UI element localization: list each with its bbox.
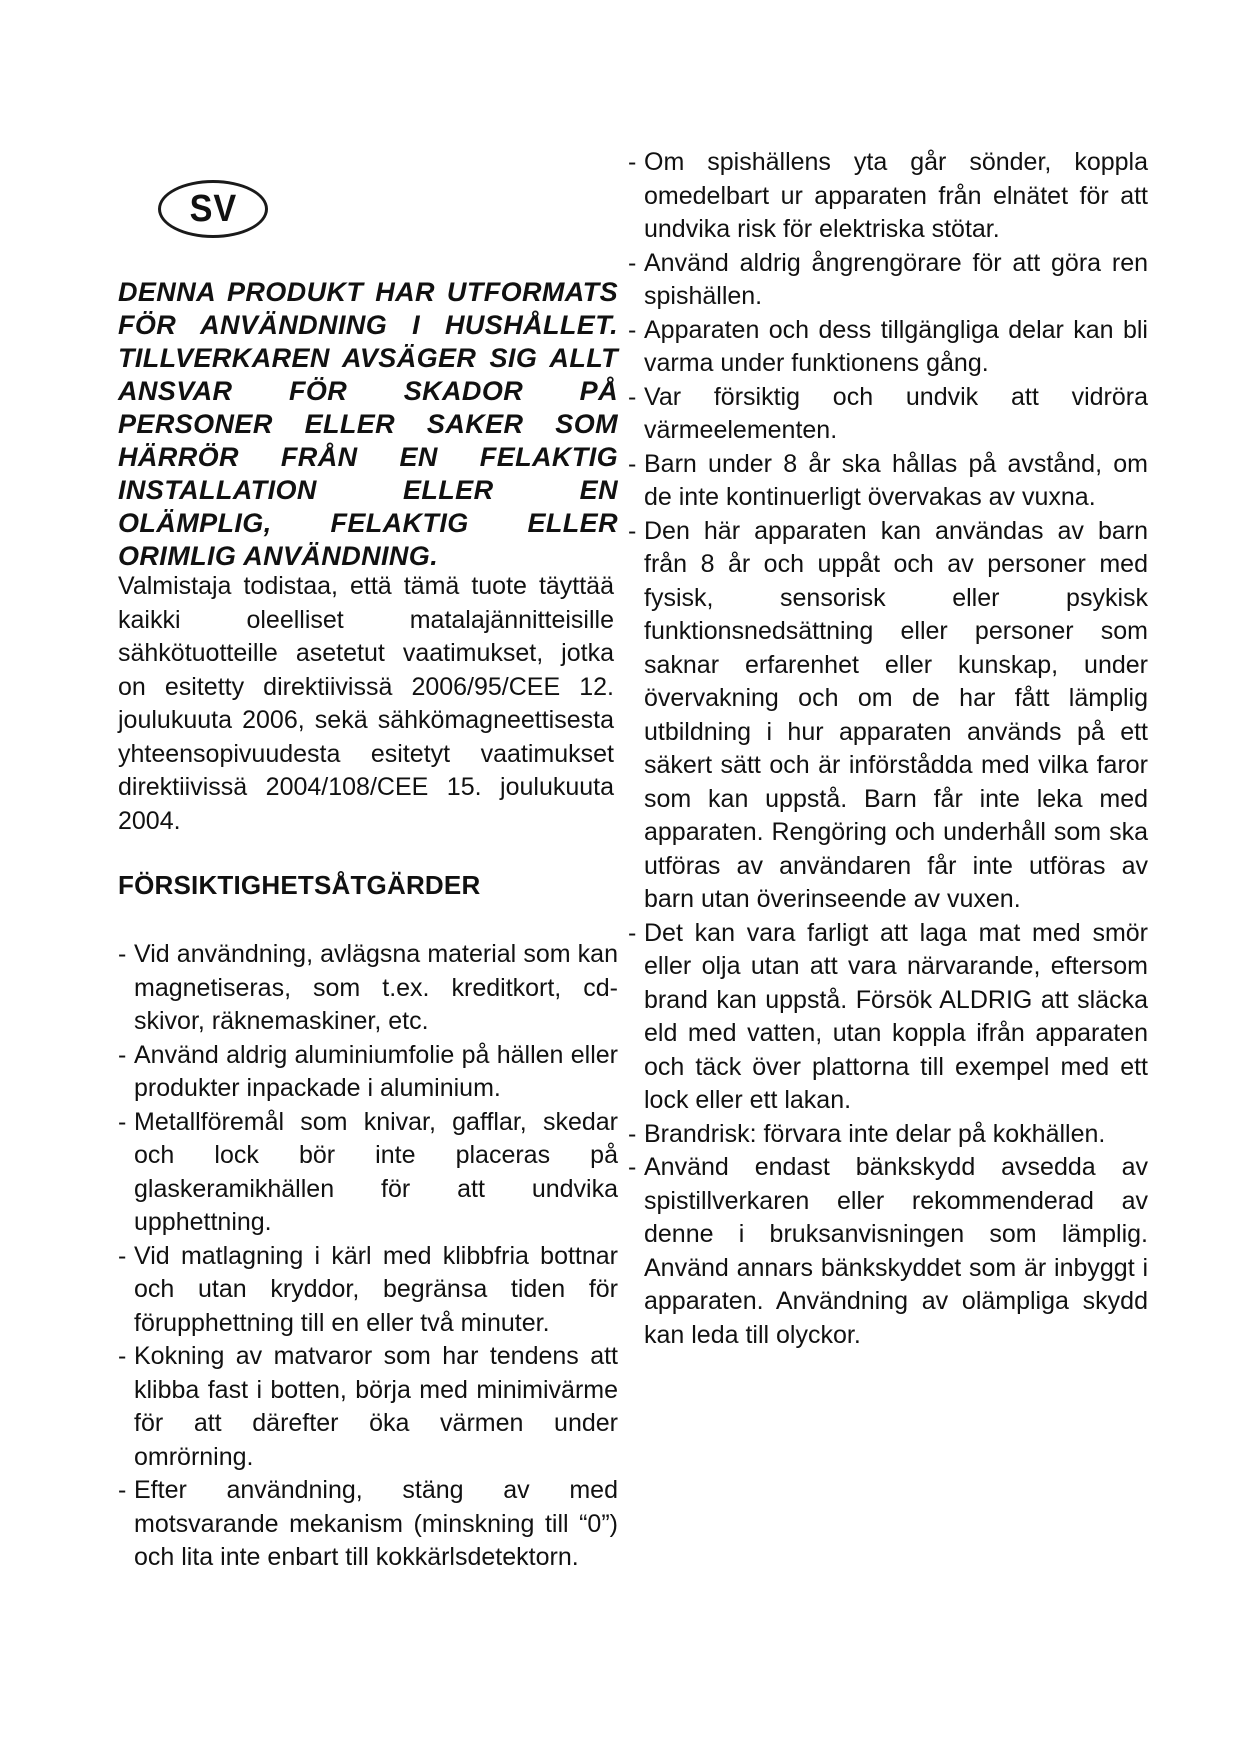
bullet-dash: - xyxy=(628,1153,637,1181)
list-item xyxy=(118,1340,618,1474)
section-title: FÖRSIKTIGHETSÅTGÄRDER xyxy=(118,870,481,900)
list-item-text: Kokning av matvaror som har tendens att klibba fast i botten, börja med minimivärme för att därefter öka värmen under omrörning. xyxy=(134,1342,618,1471)
list-item xyxy=(628,314,1148,381)
list-item xyxy=(628,381,1148,448)
list-item xyxy=(118,1474,618,1575)
list-item-text: Efter användning, stäng av med motsvarande mekanism (minskning till “0”) och lita inte enbart till kokkärlsdetektorn. xyxy=(134,1476,618,1571)
conformity-declaration: Valmistaja todistaa, että tämä tuote täyttää kaikki oleelliset matalajännitteisille sähkötuotteille asetetut vaatimukset, jotka on esitetty direktiivissä 2006/95/CEE 12. joulukuuta 2006, sekä sähkömagneettisesta yhteensopivuudesta esitetyt vaatimukset direktiivissä 2004/108/CEE 15. joulukuuta 2004. xyxy=(118,572,614,835)
list-item xyxy=(628,448,1148,515)
list-item-text: Var försiktig och undvik att vidröra värmeelementen. xyxy=(644,382,1148,444)
list-item-text: Använd aldrig ångrengörare för att göra ren spishällen. xyxy=(644,248,1148,310)
bullet-dash: - xyxy=(118,940,127,968)
right-precautions-list xyxy=(628,146,1148,1352)
liability-disclaimer: DENNA PRODUKT HAR UTFORMATS FÖR ANVÄNDNING I HUSHÅLLET. TILLVERKAREN AVSÄGER SIG ALLT ANSVAR FÖR SKADOR PÅ PERSONER ELLER SAKER SOM HÄRRÖR FRÅN EN FELAKTIG INSTALLATION ELLER EN OLÄMPLIG, FELAKTIG ELLER ORIMLIG ANVÄNDNING. xyxy=(118,277,618,571)
bullet-dash: - xyxy=(628,382,637,411)
list-item xyxy=(628,247,1148,314)
bullet-dash: - xyxy=(118,1241,127,1270)
language-badge-label: SV xyxy=(189,187,237,230)
list-item xyxy=(118,1039,618,1106)
list-item xyxy=(118,1240,618,1341)
bullet-dash: - xyxy=(628,315,637,344)
list-item xyxy=(628,515,1148,917)
list-item xyxy=(118,1106,618,1240)
list-item xyxy=(628,146,1148,247)
list-item-text: Om spishällens yta går sönder, koppla omedelbart ur apparaten från elnätet för att undvika risk för elektriska stötar. xyxy=(644,148,1148,243)
bullet-dash: - xyxy=(628,918,637,947)
list-item xyxy=(628,917,1148,1118)
list-item xyxy=(628,1151,1148,1352)
list-item-text: Barn under 8 år ska hållas på avstånd, om de inte kontinuerligt övervakas av vuxna. xyxy=(644,449,1148,511)
list-item xyxy=(118,938,618,1039)
bullet-dash: - xyxy=(118,1040,127,1069)
list-item-text: Metallföremål som knivar, gafflar, skedar och lock bör inte placeras på glaskeramikhällen för att undvika upphettning. xyxy=(134,1107,618,1236)
bullet-dash: - xyxy=(118,1107,127,1136)
left-precautions-list xyxy=(118,938,618,1575)
bullet-dash: - xyxy=(628,1119,637,1148)
list-item-text: Använd endast bänkskydd avsedda av spistillverkaren eller rekommenderad av denne i bruksanvisningen som lämplig. Använd annars bänkskyddet som är inbyggt i apparaten. Användning av olämpliga skydd kan leda till olyckor. xyxy=(644,1153,1148,1349)
bullet-dash: - xyxy=(118,1342,127,1370)
bullet-dash: - xyxy=(118,1476,127,1504)
bullet-dash: - xyxy=(628,516,637,545)
bullet-dash: - xyxy=(628,449,637,478)
list-item-text: Den här apparaten kan användas av barn från 8 år och uppåt och av personer med fysisk, sensorisk eller psykisk funktionsnedsättning eller personer som saknar erfarenhet eller kunskap, under övervakning och om de har fått lämplig utbildning i hur apparaten används på ett säkert sätt och är införstådda med vilka faror som kan uppstå. Barn får inte leka med apparaten. Rengöring och underhåll som ska utföras av användaren får inte utföras av barn utan överinseende av vuxen. xyxy=(644,516,1148,913)
list-item-text: Använd aldrig aluminiumfolie på hällen eller produkter inpackade i aluminium. xyxy=(134,1040,618,1102)
list-item-text: Apparaten och dess tillgängliga delar kan bli varma under funktionens gång. xyxy=(644,315,1148,377)
language-badge xyxy=(158,180,268,238)
list-item-text: Det kan vara farligt att laga mat med smör eller olja utan att vara närvarande, eftersom brand kan uppstå. Försök ALDRIG att släcka eld med vatten, utan koppla ifrån apparaten och täck över plattorna till exempel med ett lock eller ett lakan. xyxy=(644,918,1148,1114)
bullet-dash: - xyxy=(628,148,637,176)
bullet-dash: - xyxy=(628,248,637,277)
list-item-text: Vid användning, avlägsna material som kan magnetiseras, som t.ex. kreditkort, cd-skivor, räknemaskiner, etc. xyxy=(134,940,618,1035)
list-item xyxy=(628,1118,1148,1152)
list-item-text: Vid matlagning i kärl med klibbfria bottnar och utan kryddor, begränsa tiden för förupphettning till en eller två minuter. xyxy=(134,1241,618,1337)
list-item-text: Brandrisk: förvara inte delar på kokhällen. xyxy=(644,1119,1106,1148)
